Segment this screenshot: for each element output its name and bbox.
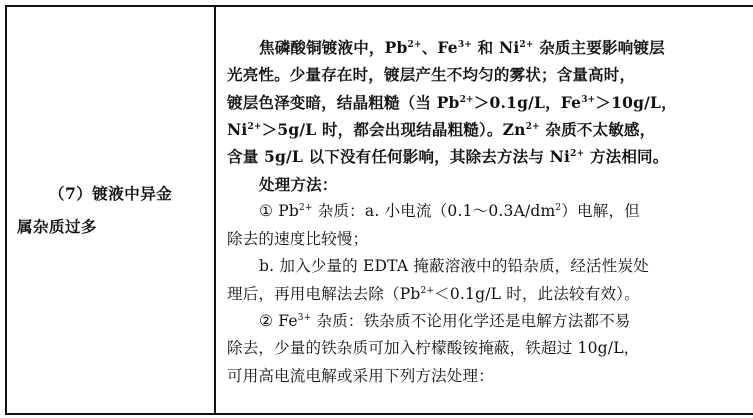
description-line: 处理方法：: [259, 174, 338, 194]
problem-text: [7, 177, 214, 243]
description-line: 光亮性。少量存在时，镀层产生不均匀的雾状；含量高时，: [227, 65, 636, 85]
problem-line-2: 属杂质过多: [17, 217, 98, 236]
defect-table: [5, 5, 753, 415]
description-line: b. 加入少量的 EDTA 掩蔽溶液中的铅杂质，经活性炭处: [259, 257, 649, 276]
description-line: 除去的速度比较慢；: [227, 229, 369, 248]
description-line: $Ni^{2+}>5g/L$ 时，都会出现结晶粗糙）。$Zn^{2+}$ 杂质不太敏感，: [227, 120, 656, 140]
description-line: 可用高电流电解或采用下列方法处理：: [227, 366, 494, 385]
description-line: ② $Fe^{3+}$ 杂质：铁杂质不论用化学还是电解方法都不易: [259, 311, 631, 330]
description-text: [216, 30, 753, 390]
description-line: 焦磷酸铜镀液中，$Pb^{2+}$、$Fe^{3+}$ 和 $Ni^{2+}$ 杂质主要影响镀层: [259, 37, 665, 57]
description-line: ① $Pb^{2+}$ 杂质：a. 小电流$(0.1\sim 0.3A/dm^2)$电解，但: [259, 202, 640, 221]
table-row: [6, 6, 753, 414]
problem-line-1: （7）镀液中异金: [49, 184, 173, 203]
description-line: 除去，少量的铁杂质可加入柠檬酸铵掩蔽，铁超过 10g/L，: [227, 339, 640, 358]
problem-cell: [6, 6, 215, 414]
description-cell: [215, 6, 753, 414]
description-line: 含量 5g/L 以下没有任何影响，其除去方法与 $Ni^{2+}$ 方法相同。: [227, 147, 669, 167]
description-line: 理后，再用电解法去除（$Pb^{2+}<0.1g/L$ 时，此法较有效）。: [227, 284, 640, 303]
description-line: 镀层色泽变暗，结晶粗糙（当 $Pb^{2+}>0.1g/L$，$Fe^{3+}>10g/L$，: [227, 92, 677, 112]
